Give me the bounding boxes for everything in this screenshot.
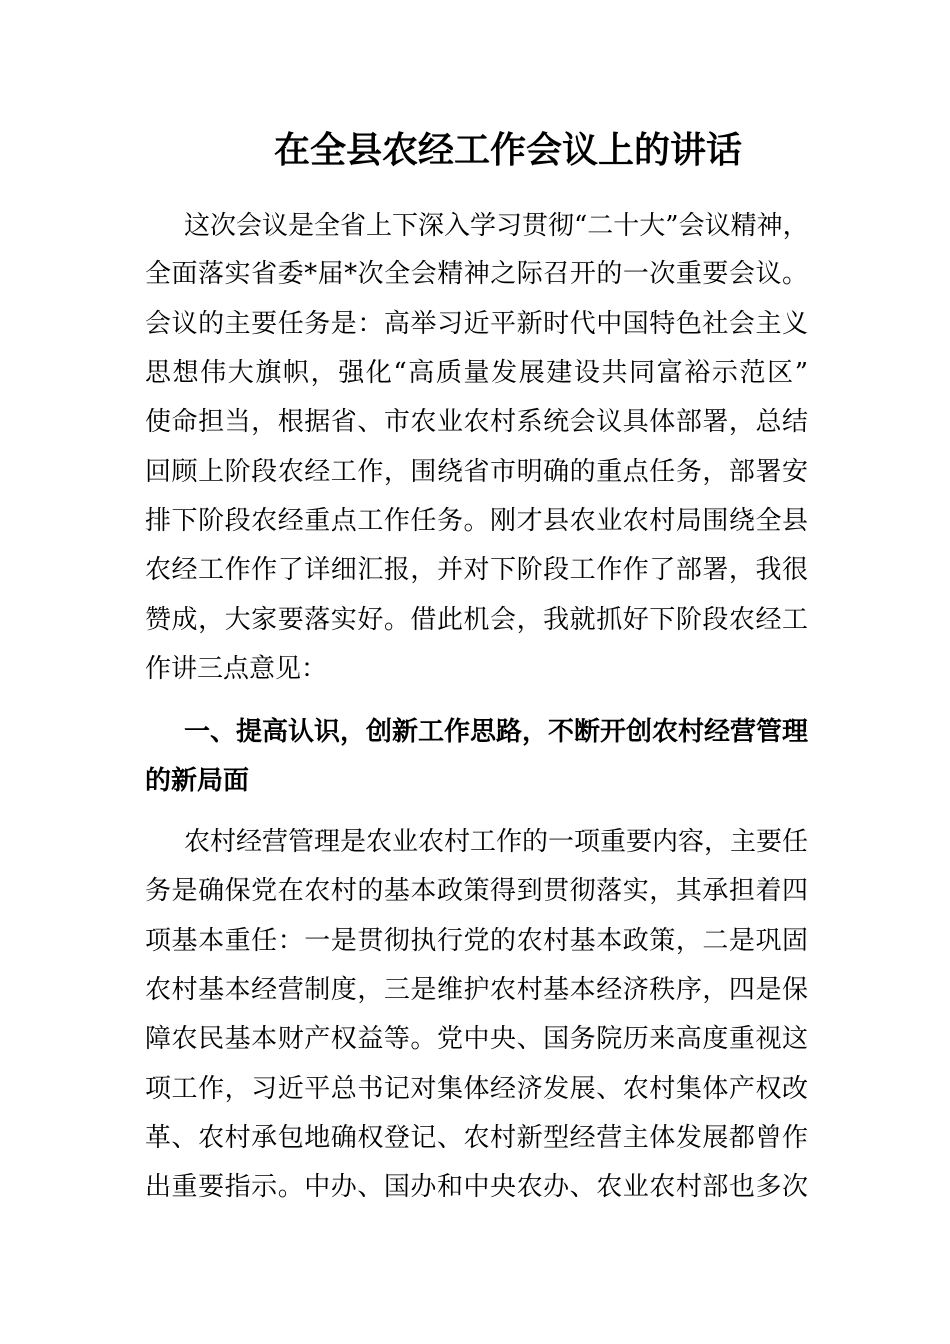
- paragraph-line: 务是确保党在农村的基本政策得到贯彻落实，其承担着四: [145, 876, 808, 906]
- paragraph-line: 农经工作作了详细汇报，并对下阶段工作作了部署，我很: [145, 555, 808, 585]
- paragraph-line: 排下阶段农经重点工作任务。刚才县农业农村局围绕全县: [145, 506, 808, 536]
- paragraph-line: 会议的主要任务是：高举习近平新时代中国特色社会主义: [145, 309, 808, 339]
- paragraph-line: 农村基本经营制度，三是维护农村基本经济秩序，四是保: [145, 975, 808, 1005]
- paragraph-line: 全面落实省委*届*次全会精神之际召开的一次重要会议。: [145, 259, 808, 289]
- document-title: 在全县农经工作会议上的讲话: [273, 129, 742, 171]
- paragraph-line: 使命担当，根据省、市农业农村系统会议具体部署，总结: [145, 407, 808, 437]
- paragraph-line: 革、农村承包地确权登记、农村新型经营主体发展都曾作: [145, 1123, 808, 1153]
- paragraph-line: 项基本重任：一是贯彻执行党的农村基本政策，二是巩固: [145, 926, 808, 956]
- paragraph-line: 出重要指示。中办、国办和中央农办、农业农村部也多次: [145, 1172, 808, 1202]
- section-heading: 一、提高认识，创新工作思路，不断开创农村经营管理: [184, 717, 809, 747]
- paragraph-line: 项工作，习近平总书记对集体经济发展、农村集体产权改: [145, 1074, 808, 1104]
- paragraph-line: 思想伟大旗帜，强化“高质量发展建设共同富裕示范区”: [145, 358, 808, 388]
- paragraph-line: 农村经营管理是农业农村工作的一项重要内容，主要任: [184, 827, 809, 857]
- paragraph-line: 回顾上阶段农经工作，围绕省市明确的重点任务，部署安: [145, 457, 808, 487]
- paragraph-line: 障农民基本财产权益等。党中央、国务院历来高度重视这: [145, 1024, 808, 1054]
- paragraph-line: 赞成，大家要落实好。借此机会，我就抓好下阶段农经工: [145, 605, 808, 635]
- paragraph-line: 作讲三点意见：: [145, 654, 328, 684]
- section-heading: 的新局面: [145, 766, 250, 796]
- paragraph-line: 这次会议是全省上下深入学习贯彻“二十大”会议精神，: [184, 211, 809, 241]
